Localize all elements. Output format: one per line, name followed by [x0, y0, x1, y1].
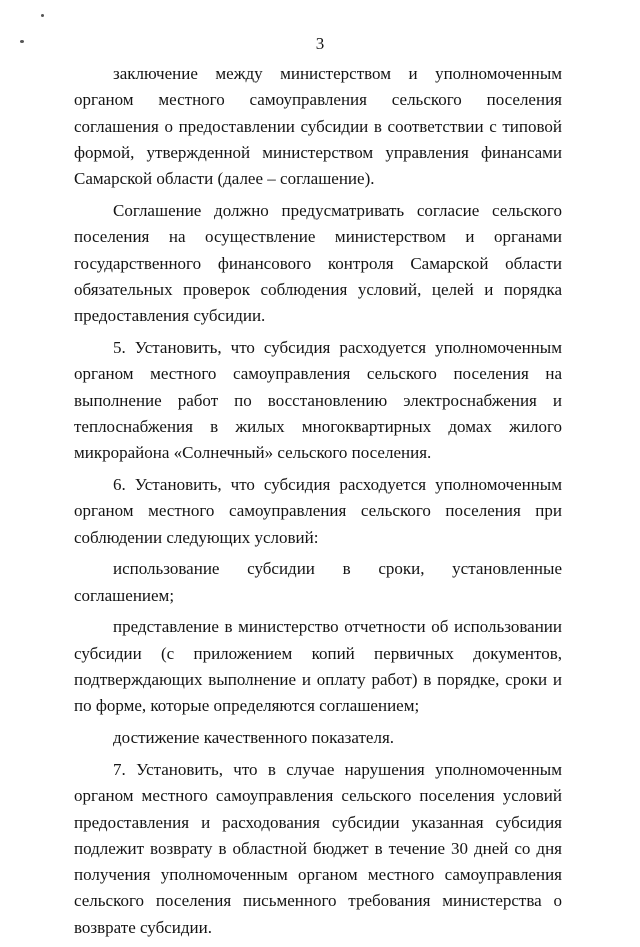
paragraph-agreement-consent: Соглашение должно предусматривать согласие сельского поселения на осуществление министерством и органами государственного финансового контроля Самарской области обязательных проверок соблюдения условий, целей и порядка предоставления субсидии.	[74, 200, 562, 326]
paragraph-item-6: 6. Установить, что субсидия расходуется уполномоченным органом местного самоуправления сельского поселения при соблюдении следующих условий:	[74, 474, 562, 547]
paragraph-agreement-conclusion: заключение между министерством и уполномоченным органом местного самоуправления сельского поселения соглашения о предоставлении субсидии в соответствии с типовой формой, утвержденной министерством управления финансами Самарской области (далее – соглашение).	[74, 64, 562, 189]
paragraph-item-5: 5. Установить, что субсидия расходуется уполномоченным органом местного самоуправления сельского поселения на выполнение работ по восстановлению электроснабжения и теплоснабжения в жилых многоквартирных домах жилого микрорайона «Солнечный» сельского поселения.	[74, 337, 562, 463]
page-number: 3	[315, 34, 325, 53]
paragraph-condition-terms: использование субсидии в сроки, установленные соглашением;	[74, 559, 562, 605]
document-body	[74, 61, 562, 947]
paragraph-condition-reporting: представление в министерство отчетности об использовании субсидии (с приложением копий первичных документов, подтверждающих выполнение и оплату работ) в порядке, сроки и по форме, которые определяются соглашением;	[74, 617, 562, 716]
paragraph-condition-indicator: достижение качественного показателя.	[113, 728, 395, 748]
paragraph-item-7: 7. Установить, что в случае нарушения уполномоченным органом местного самоуправления сельского поселения условий предоставления и расходования субсидии указанная субсидия подлежит возврату в областной бюджет в течение 30 дней со дня получения уполномоченным органом местного самоуправления сельского поселения письменного требования министерства о возврате субсидии.	[74, 759, 562, 937]
scan-speck	[41, 14, 44, 17]
